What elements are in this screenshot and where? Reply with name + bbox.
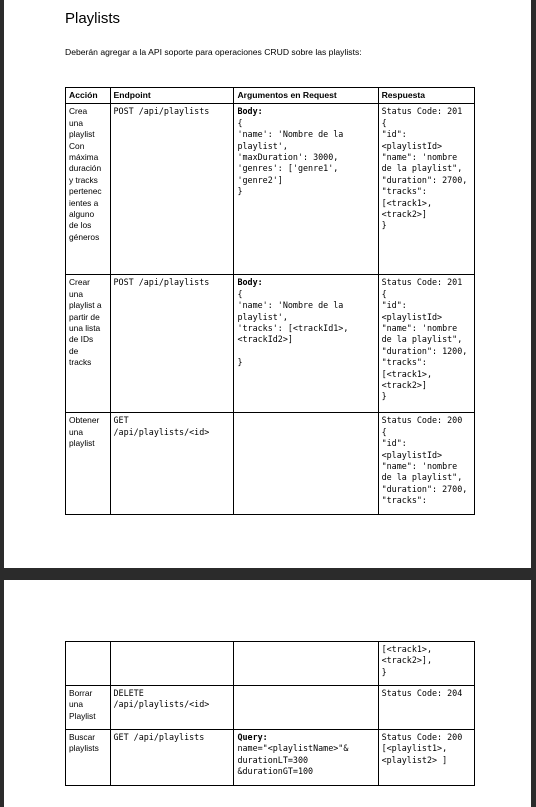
- args-body: { 'name': 'Nombre de la playlist', 'maxDuration': 3000, 'genres': ['genre1', 'genre2'] }: [237, 117, 344, 197]
- intro-paragraph: Deberán agregar a la API soporte para operaciones CRUD sobre las playlists:: [65, 47, 362, 57]
- table-header-row: [66, 88, 475, 104]
- cell-accion: Buscar playlists: [66, 730, 111, 786]
- cell-endpoint: DELETE /api/playlists/<id>: [110, 686, 234, 730]
- cell-respuesta: Status Code: 201 { "id": <playlistId> "name": 'nombre de la playlist", "duration": 1200, "tracks": [<track1>, <track2>] }: [378, 275, 474, 413]
- document-page-1: [4, 0, 531, 568]
- cell-accion: Crea una playlist Con máxima duración y tracks pertenec ientes a alguno de los géneros: [66, 104, 111, 275]
- cell-args: [234, 104, 378, 275]
- cell-accion: Obtener una playlist: [66, 413, 111, 515]
- cell-args: [234, 686, 378, 730]
- cell-respuesta: Status Code: 201 { "id": <playlistId> "name": 'nombre de la playlist", "duration": 2700, "tracks": [<track1>, <track2>] }: [378, 104, 474, 275]
- page-title: Playlists: [65, 10, 121, 27]
- cell-respuesta: Status Code: 200 [<playlist1>, <playlist2> ]: [378, 730, 474, 786]
- cell-endpoint: GET /api/playlists/<id>: [110, 413, 234, 515]
- args-body: name="<playlistName>"& durationLT=300 &durationGT=100: [237, 743, 349, 777]
- cell-respuesta: Status Code: 204: [378, 686, 474, 730]
- cell-endpoint: POST /api/playlists: [110, 275, 234, 413]
- document-page-2: [4, 580, 531, 807]
- crud-table-continued: [65, 641, 475, 786]
- table-row: [66, 642, 475, 686]
- header-argumentos: Argumentos en Request: [234, 88, 378, 104]
- cell-respuesta: [<track1>, <track2>], }: [378, 642, 474, 686]
- cell-args: [234, 642, 378, 686]
- args-body: { 'name': 'Nombre de la playlist', 'tracks': [<trackId1>, <trackId2>] }: [237, 288, 349, 368]
- cell-respuesta: Status Code: 200 { "id": <playlistId> "name": 'nombre de la playlist", "duration": 2700, "tracks":: [378, 413, 474, 515]
- cell-args: [234, 275, 378, 413]
- cell-endpoint: POST /api/playlists: [110, 104, 234, 275]
- table-row: [66, 730, 475, 786]
- crud-table: [65, 87, 475, 515]
- table-row: [66, 104, 475, 275]
- header-respuesta: Respuesta: [378, 88, 474, 104]
- cell-endpoint: GET /api/playlists: [110, 730, 234, 786]
- cell-accion: [66, 642, 111, 686]
- header-endpoint: Endpoint: [110, 88, 234, 104]
- args-label: Query:: [237, 732, 268, 742]
- table-row: [66, 686, 475, 730]
- cell-args: [234, 730, 378, 786]
- args-label: Body:: [237, 277, 263, 288]
- cell-accion: Borrar una Playlist: [66, 686, 111, 730]
- table-row: [66, 413, 475, 515]
- table-row: [66, 275, 475, 413]
- args-label: Body:: [237, 106, 263, 117]
- cell-accion: Crear una playlist a partir de una lista de IDs de tracks: [66, 275, 111, 413]
- cell-endpoint: [110, 642, 234, 686]
- header-accion: Acción: [66, 88, 111, 104]
- cell-args: [234, 413, 378, 515]
